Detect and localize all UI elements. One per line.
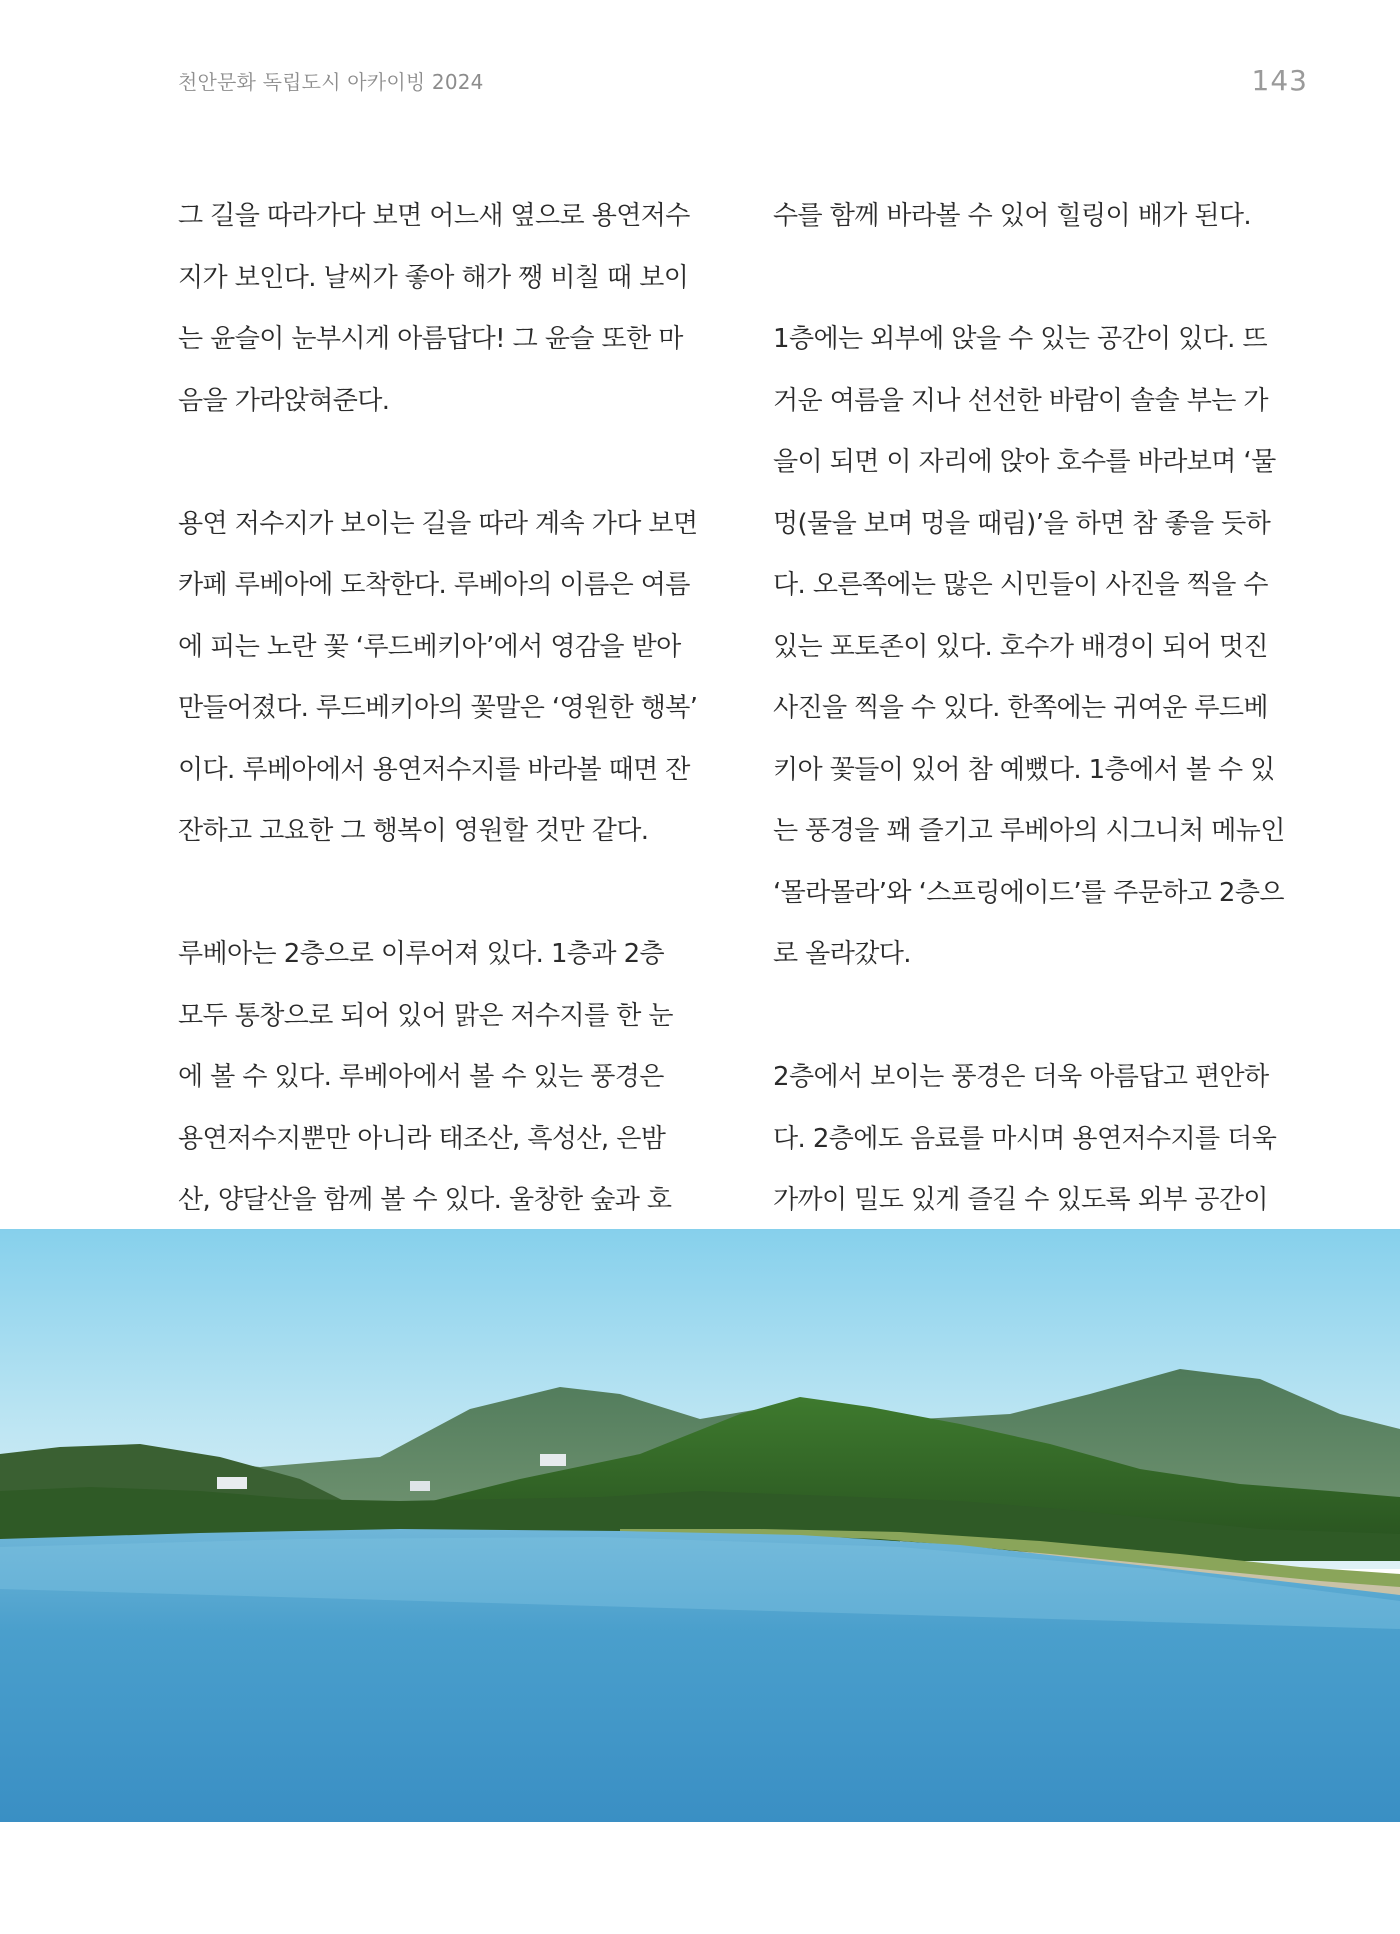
paragraph-gap — [773, 986, 1308, 1048]
text-line: 2층에서 보이는 풍경은 더욱 아름답고 편안하 — [773, 1062, 1269, 1092]
text-line: 에 피는 노란 꽃 ‘루드베키아’에서 영감을 받아 — [178, 631, 681, 662]
text-line: 가까이 밀도 있게 즐길 수 있도록 외부 공간이 — [773, 1185, 1268, 1215]
text-line: 을이 되면 이 자리에 앉아 호수를 바라보며 ‘물 — [773, 447, 1276, 477]
text-line: 다. 오른쪽에는 많은 시민들이 사진을 찍을 수 — [773, 570, 1268, 600]
text-line: 용연 저수지가 보이는 길을 따라 계속 가다 보면 — [178, 508, 698, 539]
paragraph — [178, 924, 713, 1232]
text-line: 용연저수지뿐만 아니라 태조산, 흑성산, 은밤 — [178, 1123, 666, 1154]
text-line: 음을 가라앉혀준다. — [178, 385, 390, 416]
paragraph — [773, 1047, 1308, 1232]
paragraph-gap — [178, 863, 713, 925]
text-line: 키아 꽃들이 있어 참 예뻤다. 1층에서 볼 수 있 — [773, 754, 1275, 785]
paragraph — [178, 186, 713, 432]
text-line: 거운 여름을 지나 선선한 바람이 솔솔 부는 가 — [773, 385, 1268, 416]
text-line: 카페 루베아에 도착한다. 루베아의 이름은 여름 — [178, 570, 690, 600]
text-line: 멍(물을 보며 멍을 때림)’을 하면 참 좋을 듯하 — [773, 508, 1271, 539]
text-line: 이다. 루베아에서 용연저수지를 바라볼 때면 잔 — [178, 754, 690, 785]
running-header: 천안문화 독립도시 아카이빙 2024 — [178, 70, 484, 94]
page-number: 143 — [1251, 64, 1308, 97]
text-line: 루베아는 2층으로 이루어져 있다. 1층과 2층 — [178, 939, 665, 969]
text-line: 그 길을 따라가다 보면 어느새 옆으로 용연저수 — [178, 201, 690, 231]
text-line: 는 풍경을 꽤 즐기고 루베아의 시그니처 메뉴인 — [773, 816, 1285, 846]
paragraph — [178, 494, 713, 863]
text-line: 산, 양달산을 함께 볼 수 있다. 울창한 숲과 호 — [178, 1185, 672, 1215]
text-line: 다. 2층에도 음료를 마시며 용연저수지를 더욱 — [773, 1123, 1277, 1154]
text-line: 1층에는 외부에 앉을 수 있는 공간이 있다. 뜨 — [773, 324, 1268, 354]
text-line: 만들어졌다. 루드베키아의 꽃말은 ‘영원한 행복’ — [178, 693, 698, 723]
paragraph — [773, 186, 1308, 248]
text-line: 에 볼 수 있다. 루베아에서 볼 수 있는 풍경은 — [178, 1062, 664, 1092]
text-line: 사진을 찍을 수 있다. 한쪽에는 귀여운 루드베 — [773, 693, 1268, 723]
text-line: 지가 보인다. 날씨가 좋아 해가 쨍 비칠 때 보이 — [178, 262, 689, 293]
text-line: ‘몰라몰라’와 ‘스프링에이드’를 주문하고 2층으 — [773, 877, 1284, 908]
right-text-column — [773, 186, 1308, 1232]
paragraph — [773, 309, 1308, 986]
text-line: 잔하고 고요한 그 행복이 영원할 것만 같다. — [178, 816, 649, 846]
paragraph-gap — [773, 248, 1308, 310]
text-line: 모두 통창으로 되어 있어 맑은 저수지를 한 눈 — [178, 1000, 673, 1031]
lake-landscape-photo — [0, 1229, 1400, 1822]
text-line: 있는 포토존이 있다. 호수가 배경이 되어 멋진 — [773, 631, 1268, 662]
text-line: 는 윤슬이 눈부시게 아름답다! 그 윤슬 또한 마 — [178, 324, 683, 354]
left-text-column — [178, 186, 713, 1232]
paragraph-gap — [178, 432, 713, 494]
text-line: 로 올라갔다. — [773, 939, 911, 969]
text-line: 수를 함께 바라볼 수 있어 힐링이 배가 된다. — [773, 201, 1252, 231]
